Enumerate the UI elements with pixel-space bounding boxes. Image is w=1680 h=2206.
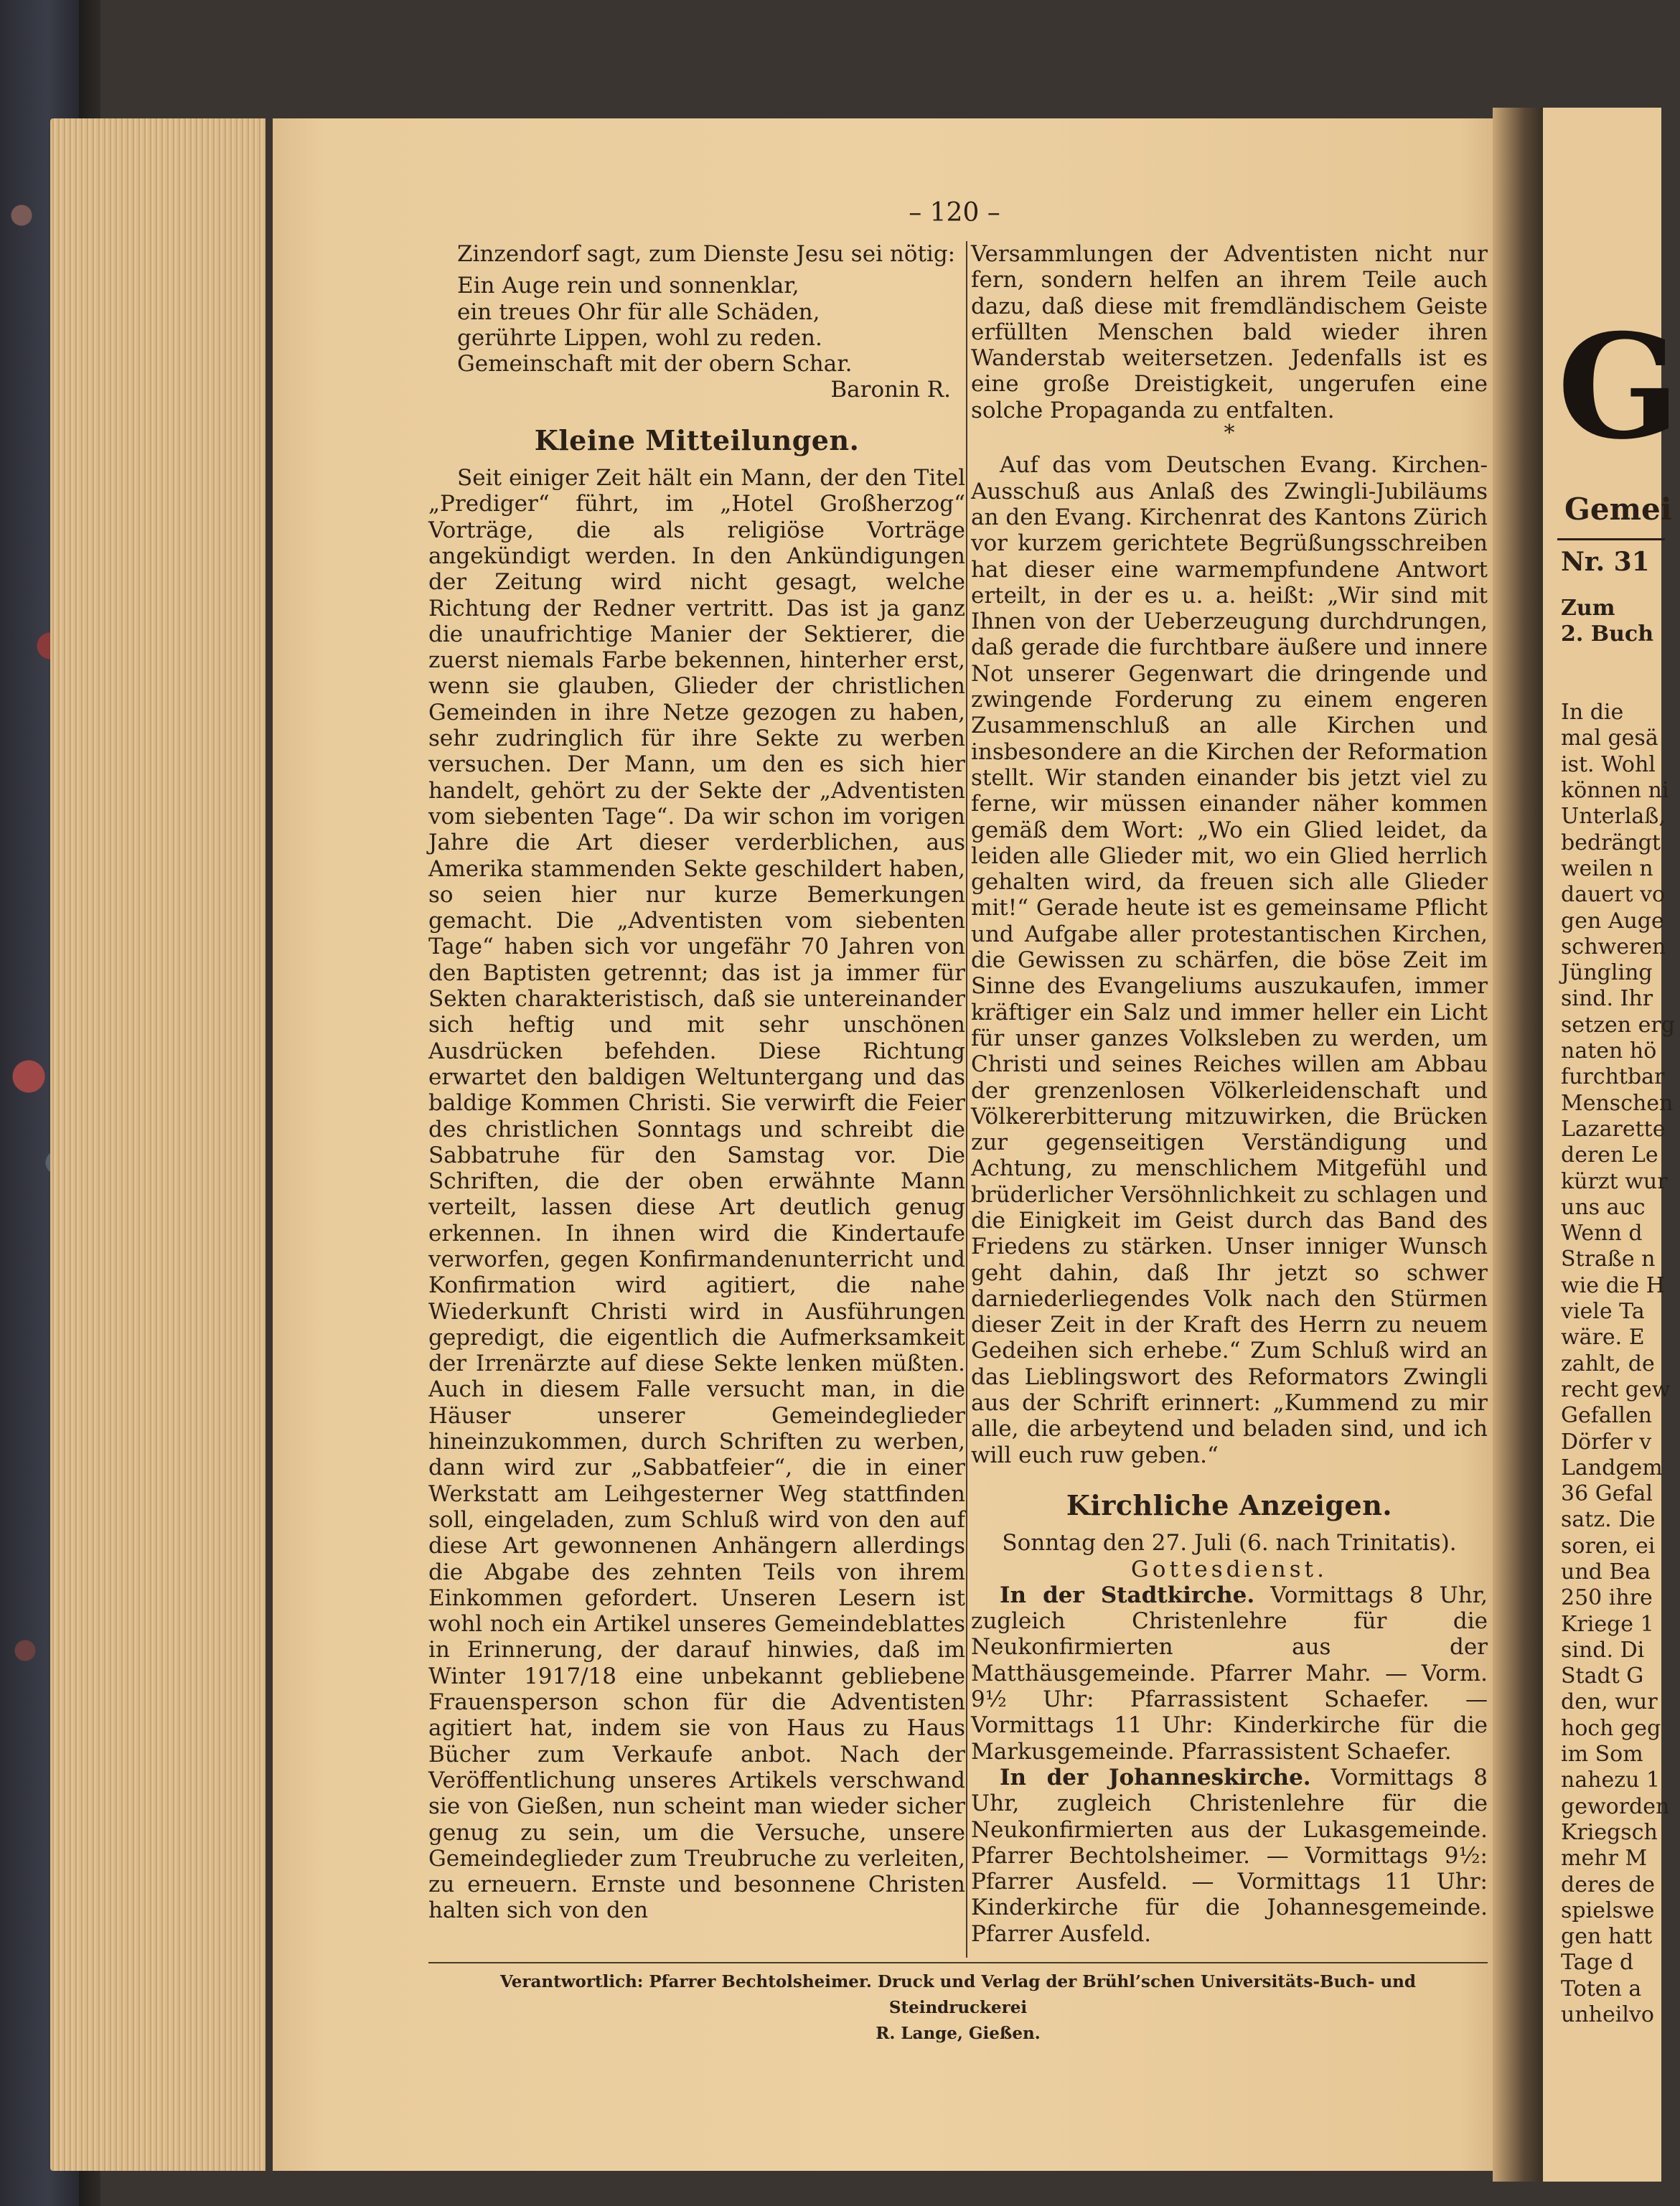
article-paragraph: Seit einiger Zeit hält ein Mann, der den Titel „Prediger“ führt, im „Hotel Großherzog“ Vorträge, die als religiöse Vorträge angekündigt werden. In den Ankündigungen der Zeitung wird nicht gesagt, welche Richtung der Redner vertritt. Das ist ja ganz die unaufrichtige Manier der Sektierer, die zuerst niemals Farbe bekennen, hinterher erst, wenn sie glauben, Glieder der christlichen Gemeinden in ihre Netze gezogen zu haben, sehr zudringlich für ihre Sekte zu werben versuchen. Der Mann, um den es sich hier handelt, gehört zu der Sekte der „Adventisten vom siebenten Tage“. Da wir schon im vorigen Jahre die Art dieser verderblichen, aus Amerika stammenden Sekte geschildert haben, so seien hier nur kurze Bemerkungen gemacht. Die „Adventisten vom siebenten Tage“ haben sich vor ungefähr 70 Jahren von den Baptisten getrennt; das ist ja immer für Sekten charakteristisch, daß sie untereinander sich heftig und mit sehr unschönen Ausdrücken befehden. Diese Richtung erwartet den baldigen Weltuntergang und das baldige Kommen Christi. Sie verwirft die Feier des christlichen Sonntags und schreibt die Sabbatruhe für den Samstag vor. Die Schriften, die der oben erwähnte Mann verteilt, lassen diese Art deutlich genug erkennen. In ihnen wird die Kindertaufe verworfen, gegen Konfirmandenunterricht und Konfirmation wird agitiert, die nahe Wiederkunft Christi wird in Ausführungen gepredigt, die eigentlich die Aufmerksamkeit der Irrenärzte auf diese Sekte lenken müßten. Auch in diesem Falle versucht man, in die Häuser unserer Gemeindeglieder hineinzukommen, durch Schriften zu werben, dann wird zur „Sabbatfeier“, die in einer Werkstatt am Leihgesterner Weg stattfinden soll, eingeladen, zum Schluß wird von den auf diese Art gewonnenen Anhängern allerdings die Abgabe des zehnten Teils von ihrem Einkommen gefordert. Unseren Lesern ist wohl noch ein Artikel unseres Gemeindeblattes in Erinnerung, der darauf hinwies, daß im Winter 1917/18 eine unbekannt gebliebene Frauensperson schon für die Adventisten agitiert hat, indem sie von Haus zu Haus Bücher zum Verkaufe anbot. Nach der Veröffentlichung unseres Artikels verschwand sie von Gießen, nun scheint man wieder sicher genug zu sein, um die Versuche, unsere Gemeindeglieder zum Treubruche zu verleiten, zu erneuern. Ernste und besonnene Christen halten sich von den [428, 465, 965, 1924]
facing-page-line: Zum [1561, 596, 1615, 621]
zwingli-paragraph: Auf das vom Deutschen Evang. Kirchen-Ausschuß aus Anlaß des Zwingli-Jubiläums an den Evang. Kirchenrat des Kantons Zürich vor kurzem gerichtete Begrüßungsschreiben hat dieser eine warmempfundene Antwort erteilt, in der es u. a. heißt: „Wir sind mit Ihnen von der Ueberzeugung durchdrungen, daß gerade die furchtbare äußere und innere Not unserer Gegenwart die dringende und zwingende Forderung zu einem engeren Zusammenschluß an alle Kirchen und insbesondere an die Kirchen der Reformation stellt. Wir standen einander bis jetzt viel zu ferne, wir müssen einander näher kommen gemäß dem Wort: „Wo ein Glied leidet, da leiden alle Glieder mit, wo ein Glied herrlich gehalten wird, da freuen sich alle Glieder mit!“ Gerade heute ist es gemeinsame Pflicht und Aufgabe aller protestantischen Kirchen, die Gewissen zu schärfen, die böse Zeit im Sinne des Evangeliums auszukaufen, immer kräftiger ein Salz und immer heller ein Licht für unser ganzes Volksleben zu werden, um Christi und seines Reiches willen am Abbau der grenzenlosen Völkerleidenschaft und Völkererbitterung mitzuwirken, die Brücken zur gegenseitigen Verständigung und Achtung, zu menschlichem Mitgefühl und brüderlicher Versöhnlichkeit zu schlagen und die Einigkeit im Geist durch das Band des Friedens zu stärken. Unser inniger Wunsch geht dahin, daß Ihr jetzt so schwer darniederliegendes Volk nach den Stürmen dieser Zeit in der Kraft des Herrn zu neuem Gedeihen sich erhebe.“ Zum Schluß wird an das Lieblingswort des Reformators Zwingli aus der Schrift erinnert: „Kummend zu mir alle, die arbeytend und beladen sind, und ich will euch ruw geben.“ [971, 452, 1488, 1468]
facing-page-line: Stadt G [1561, 1663, 1644, 1689]
facing-page-line: weilen n [1561, 855, 1653, 881]
separator-star: * [1224, 421, 1235, 446]
facing-page-line: In die [1561, 700, 1624, 726]
section-heading: Kleine Mitteilungen. [534, 423, 860, 456]
facing-page-line: schweren [1561, 934, 1666, 959]
stadtkirche-notice [971, 1582, 1488, 1765]
imprint-footer [428, 1969, 1488, 2047]
page-number: – 120 – [909, 198, 1000, 227]
facing-page-line: mal gesä [1561, 726, 1658, 751]
facing-page-line: Unterlaß, [1561, 804, 1666, 830]
facing-page-line: und Bea [1561, 1559, 1651, 1585]
intro-text: Zinzendorf sagt, zum Dienste Jesu sei nötig: [457, 241, 956, 267]
service-title: Gottesdienst. [1131, 1556, 1328, 1582]
facing-page-line: ist. Wohl [1561, 751, 1656, 777]
poem-line: ein treues Ohr für alle Schäden, [457, 299, 820, 325]
facing-page-line: deren Le [1561, 1142, 1658, 1168]
poem-line: Gemeinschaft mit der obern Schar. [457, 351, 853, 377]
facing-page-line: recht gew [1561, 1376, 1671, 1402]
facing-page-line: satz. Die [1561, 1507, 1656, 1533]
left-column [428, 241, 965, 1924]
facing-page-line: unheilvo [1561, 2002, 1654, 2028]
facing-page-line: furchtbar [1561, 1064, 1665, 1090]
facing-page-line [1561, 674, 1675, 700]
facing-page-line: können ni [1561, 778, 1669, 804]
johanneskirche-label: In der Johanneskirche. [1000, 1764, 1311, 1790]
stadtkirche-label: In der Stadtkirche. [1000, 1582, 1255, 1608]
johanneskirche-notice [971, 1765, 1488, 1947]
facing-page-line: Kriege 1 [1561, 1611, 1654, 1637]
facing-page-line: kürzt wur [1561, 1168, 1668, 1194]
facing-page-line: setzen erg [1561, 1012, 1675, 1038]
masthead-initial: G [1557, 303, 1680, 471]
poem [457, 273, 965, 377]
facing-page-line: im Som [1561, 1742, 1643, 1768]
facing-page-line: 250 ihre [1561, 1585, 1653, 1611]
column-divider [966, 241, 967, 1958]
facing-page-line: Landgem [1561, 1455, 1663, 1480]
poem-line: gerührte Lippen, wohl zu reden. [457, 324, 822, 351]
facing-page-line: hoch geg [1561, 1715, 1661, 1741]
poem-signature: Baronin R. [830, 377, 951, 403]
page-edges [50, 118, 266, 2171]
section-heading: Kirchliche Anzeigen. [1066, 1488, 1393, 1521]
sunday-date: Sonntag den 27. Juli (6. nach Trinitatis). [1002, 1530, 1457, 1557]
stadtkirche-text: Vormittags 8 Uhr, zugleich Christenlehre für die Neukonfirmierten aus der Matthäusgemeinde. Pfarrer Mahr. — Vorm. 9½ Uhr: Pfarrassistent Schaefer. — Vormittags 11 Uhr: Kinderkirche für die Markusgemeinde. Pfarrassistent Schaefer. [971, 1582, 1488, 1765]
facing-page-line: 36 Gefal [1561, 1481, 1653, 1507]
facing-page-line: spielswe [1561, 1897, 1655, 1923]
masthead-rule [1557, 538, 1665, 540]
facing-page-line: gen Auge [1561, 908, 1664, 934]
facing-page-line: sind. Di [1561, 1637, 1645, 1663]
facing-page-line: Jüngling [1561, 960, 1653, 986]
facing-page-line: dauert vo [1561, 882, 1666, 908]
facing-page-line: Menschen [1561, 1090, 1674, 1116]
facing-page-line: 2. Buch [1561, 621, 1654, 647]
right-column [971, 241, 1488, 1947]
facing-page-line: naten hö [1561, 1038, 1657, 1064]
facing-page-line: gen hatt [1561, 1924, 1653, 1950]
facing-page-line: Kriegsch [1561, 1819, 1658, 1845]
masthead-title: Gemei [1564, 492, 1672, 527]
imprint-line-2: R. Lange, Gießen. [876, 2024, 1041, 2043]
book-gutter [1493, 108, 1550, 2182]
facing-page-line: viele Ta [1561, 1299, 1645, 1325]
footer-divider [428, 1962, 1488, 1963]
facing-page-line: mehr M [1561, 1846, 1648, 1872]
facing-page-text [1561, 596, 1675, 2028]
poem-line: Ein Auge rein und sonnenklar, [457, 273, 799, 299]
issue-number: Nr. 31 [1561, 547, 1650, 577]
facing-page-line: Wenn d [1561, 1221, 1643, 1247]
facing-page-line: deres de [1561, 1872, 1655, 1897]
facing-page [1543, 108, 1680, 2182]
facing-page-line: wie die H [1561, 1272, 1665, 1298]
facing-page-line: wäre. E [1561, 1325, 1645, 1351]
facing-page-line: zahlt, de [1561, 1351, 1655, 1376]
facing-page-line: nahezu 1 [1561, 1768, 1661, 1793]
facing-page-line: Lazarette [1561, 1116, 1666, 1142]
imprint-line-1: Verantwortlich: Pfarrer Bechtolsheimer. Druck und Verlag der Brühl’schen Universitäts-Buch- und Steindruckerei [500, 1972, 1416, 2017]
johanneskirche-text: Vormittags 8 Uhr, zugleich Christenlehre für die Neukonfirmierten aus der Lukasgemeinde. Pfarrer Bechtolsheimer. — Vormittags 9½: Pfarrer Ausfeld. — Vormittags 11 Uhr: Kinderkirche für die Johannesgemeinde. Pfarrer Ausfeld. [971, 1764, 1488, 1947]
facing-page-line: geworden [1561, 1793, 1670, 1819]
facing-page-line: sind. Ihr [1561, 986, 1653, 1012]
facing-page-line: Tage d [1561, 1950, 1634, 1976]
article-continuation: Versammlungen der Adventisten nicht nur fern, sondern helfen an ihrem Teile auch dazu, daß diese mit fremdländischem Geiste erfüllten Menschen bald wieder ihren Wanderstab weitersetzen. Jedenfalls ist es eine große Dreistigkeit, ungerufen eine solche Propaganda zu entfalten. [971, 241, 1488, 423]
facing-page-line: den, wur [1561, 1689, 1658, 1715]
facing-page-line: uns auc [1561, 1194, 1646, 1220]
facing-page-line: Dörfer v [1561, 1429, 1652, 1455]
facing-page-line [1561, 648, 1675, 674]
facing-page-line: Toten a [1561, 1976, 1642, 2001]
facing-page-line: Straße n [1561, 1247, 1656, 1272]
facing-page-line: Gefallen [1561, 1403, 1652, 1429]
facing-page-line: bedrängt [1561, 830, 1661, 855]
facing-page-line: soren, ei [1561, 1533, 1656, 1559]
